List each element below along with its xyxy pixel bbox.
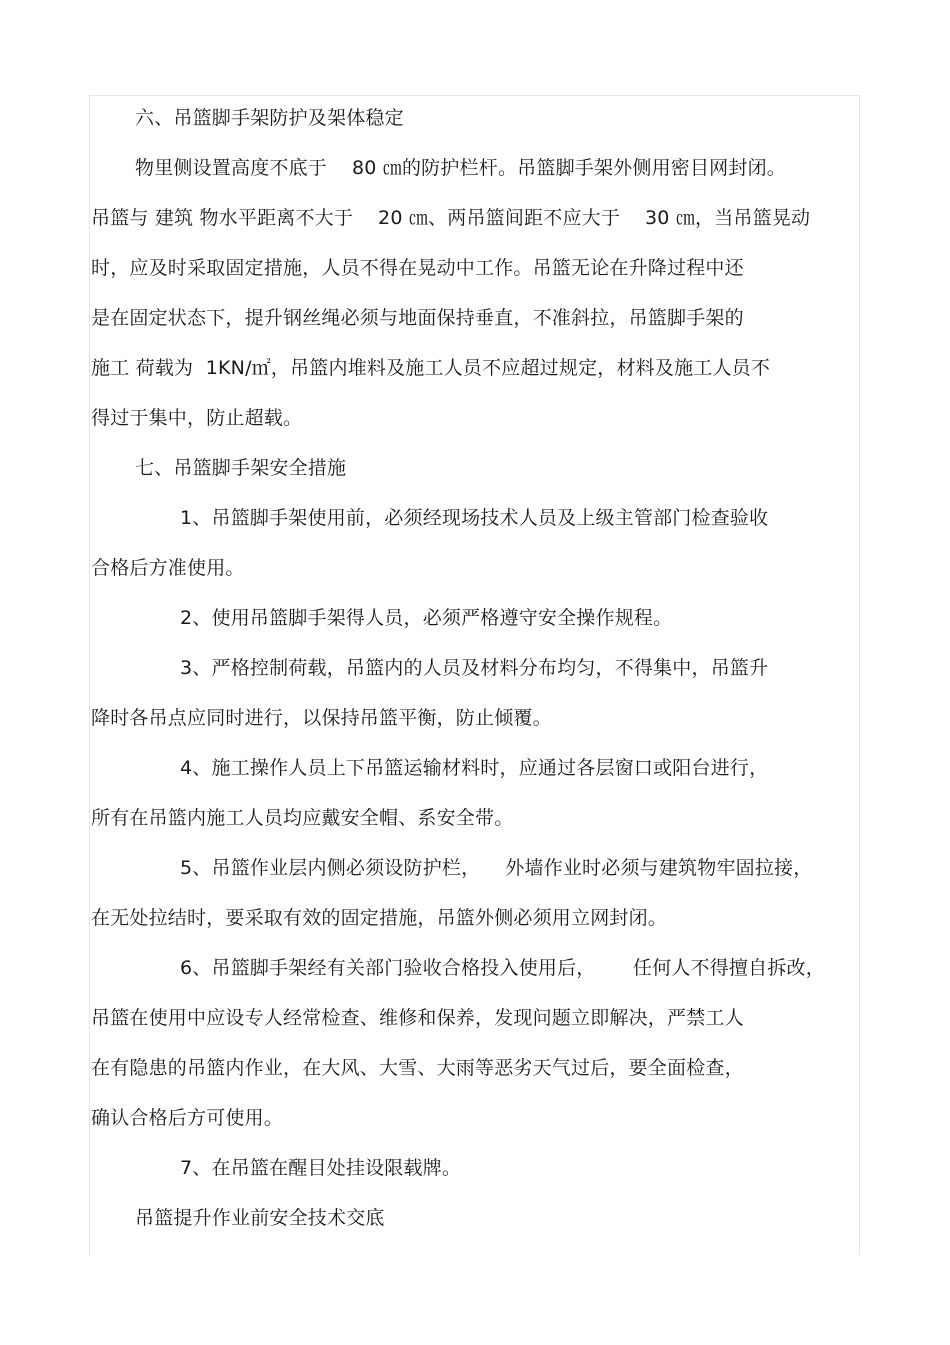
paragraph-line: 是在固定状态下，提升钢丝绳必须与地面保持垂直，不准斜拉，吊篮脚手架的 bbox=[91, 307, 744, 329]
paragraph-line: 得过于集中，防止超载。 bbox=[91, 407, 303, 429]
paragraph-line: 合格后方准使用。 bbox=[91, 557, 245, 579]
paragraph-line: 吊篮在使用中应设专人经常检查、维修和保养，发现问题立即解决，严禁工人 bbox=[91, 1007, 744, 1029]
paragraph-line: 施工 荷载为 1KN/㎡，吊篮内堆料及施工人员不应超过规定，材料及施工人员不 bbox=[91, 357, 771, 379]
paragraph-line: 物里侧设置高度不底于 80 ㎝的防护栏杆。吊篮脚手架外侧用密目网封闭。 bbox=[135, 157, 786, 179]
paragraph-line: 时，应及时采取固定措施，人员不得在晃动中工作。吊篮无论在升降过程中还 bbox=[91, 257, 744, 279]
paragraph-line: 在有隐患的吊篮内作业，在大风、大雪、大雨等恶劣天气过后，要全面检查， bbox=[91, 1057, 744, 1079]
list-item-6: 6、吊篮脚手架经有关部门验收合格投入使用后， 任何人不得擅自拆改， bbox=[180, 957, 825, 979]
section-heading-6: 六、吊篮脚手架防护及架体稳定 bbox=[135, 107, 404, 129]
paragraph-line: 在无处拉结时，要采取有效的固定措施，吊篮外侧必须用立网封闭。 bbox=[91, 907, 668, 929]
list-item-1: 1、吊篮脚手架使用前，必须经现场技术人员及上级主管部门检查验收 bbox=[180, 507, 769, 529]
list-item-7: 7、在吊篮在醒目处挂设限载牌。 bbox=[180, 1157, 462, 1179]
paragraph-line: 确认合格后方可使用。 bbox=[91, 1107, 284, 1129]
paragraph-line: 所有在吊篮内施工人员均应戴安全帽、系安全带。 bbox=[91, 807, 514, 829]
paragraph-line: 降时各吊点应同时进行，以保持吊篮平衡，防止倾覆。 bbox=[91, 707, 552, 729]
list-item-5: 5、吊篮作业层内侧必须设防护栏， 外墙作业时必须与建筑物牢固拉接， bbox=[180, 857, 813, 879]
paragraph-line: 吊篮与 建筑 物水平距离不大于 20 ㎝、两吊篮间距不应大于 30 ㎝，当吊篮晃动 bbox=[91, 207, 811, 229]
list-item-2: 2、使用吊篮脚手架得人员，必须严格遵守安全操作规程。 bbox=[180, 607, 673, 629]
section-heading-next: 吊篮提升作业前安全技术交底 bbox=[135, 1207, 385, 1229]
section-heading-7: 七、吊篮脚手架安全措施 bbox=[135, 457, 347, 479]
list-item-3: 3、严格控制荷载，吊篮内的人员及材料分布均匀，不得集中，吊篮升 bbox=[180, 657, 769, 679]
list-item-4: 4、施工操作人员上下吊篮运输材料时，应通过各层窗口或阳台进行， bbox=[180, 757, 769, 779]
